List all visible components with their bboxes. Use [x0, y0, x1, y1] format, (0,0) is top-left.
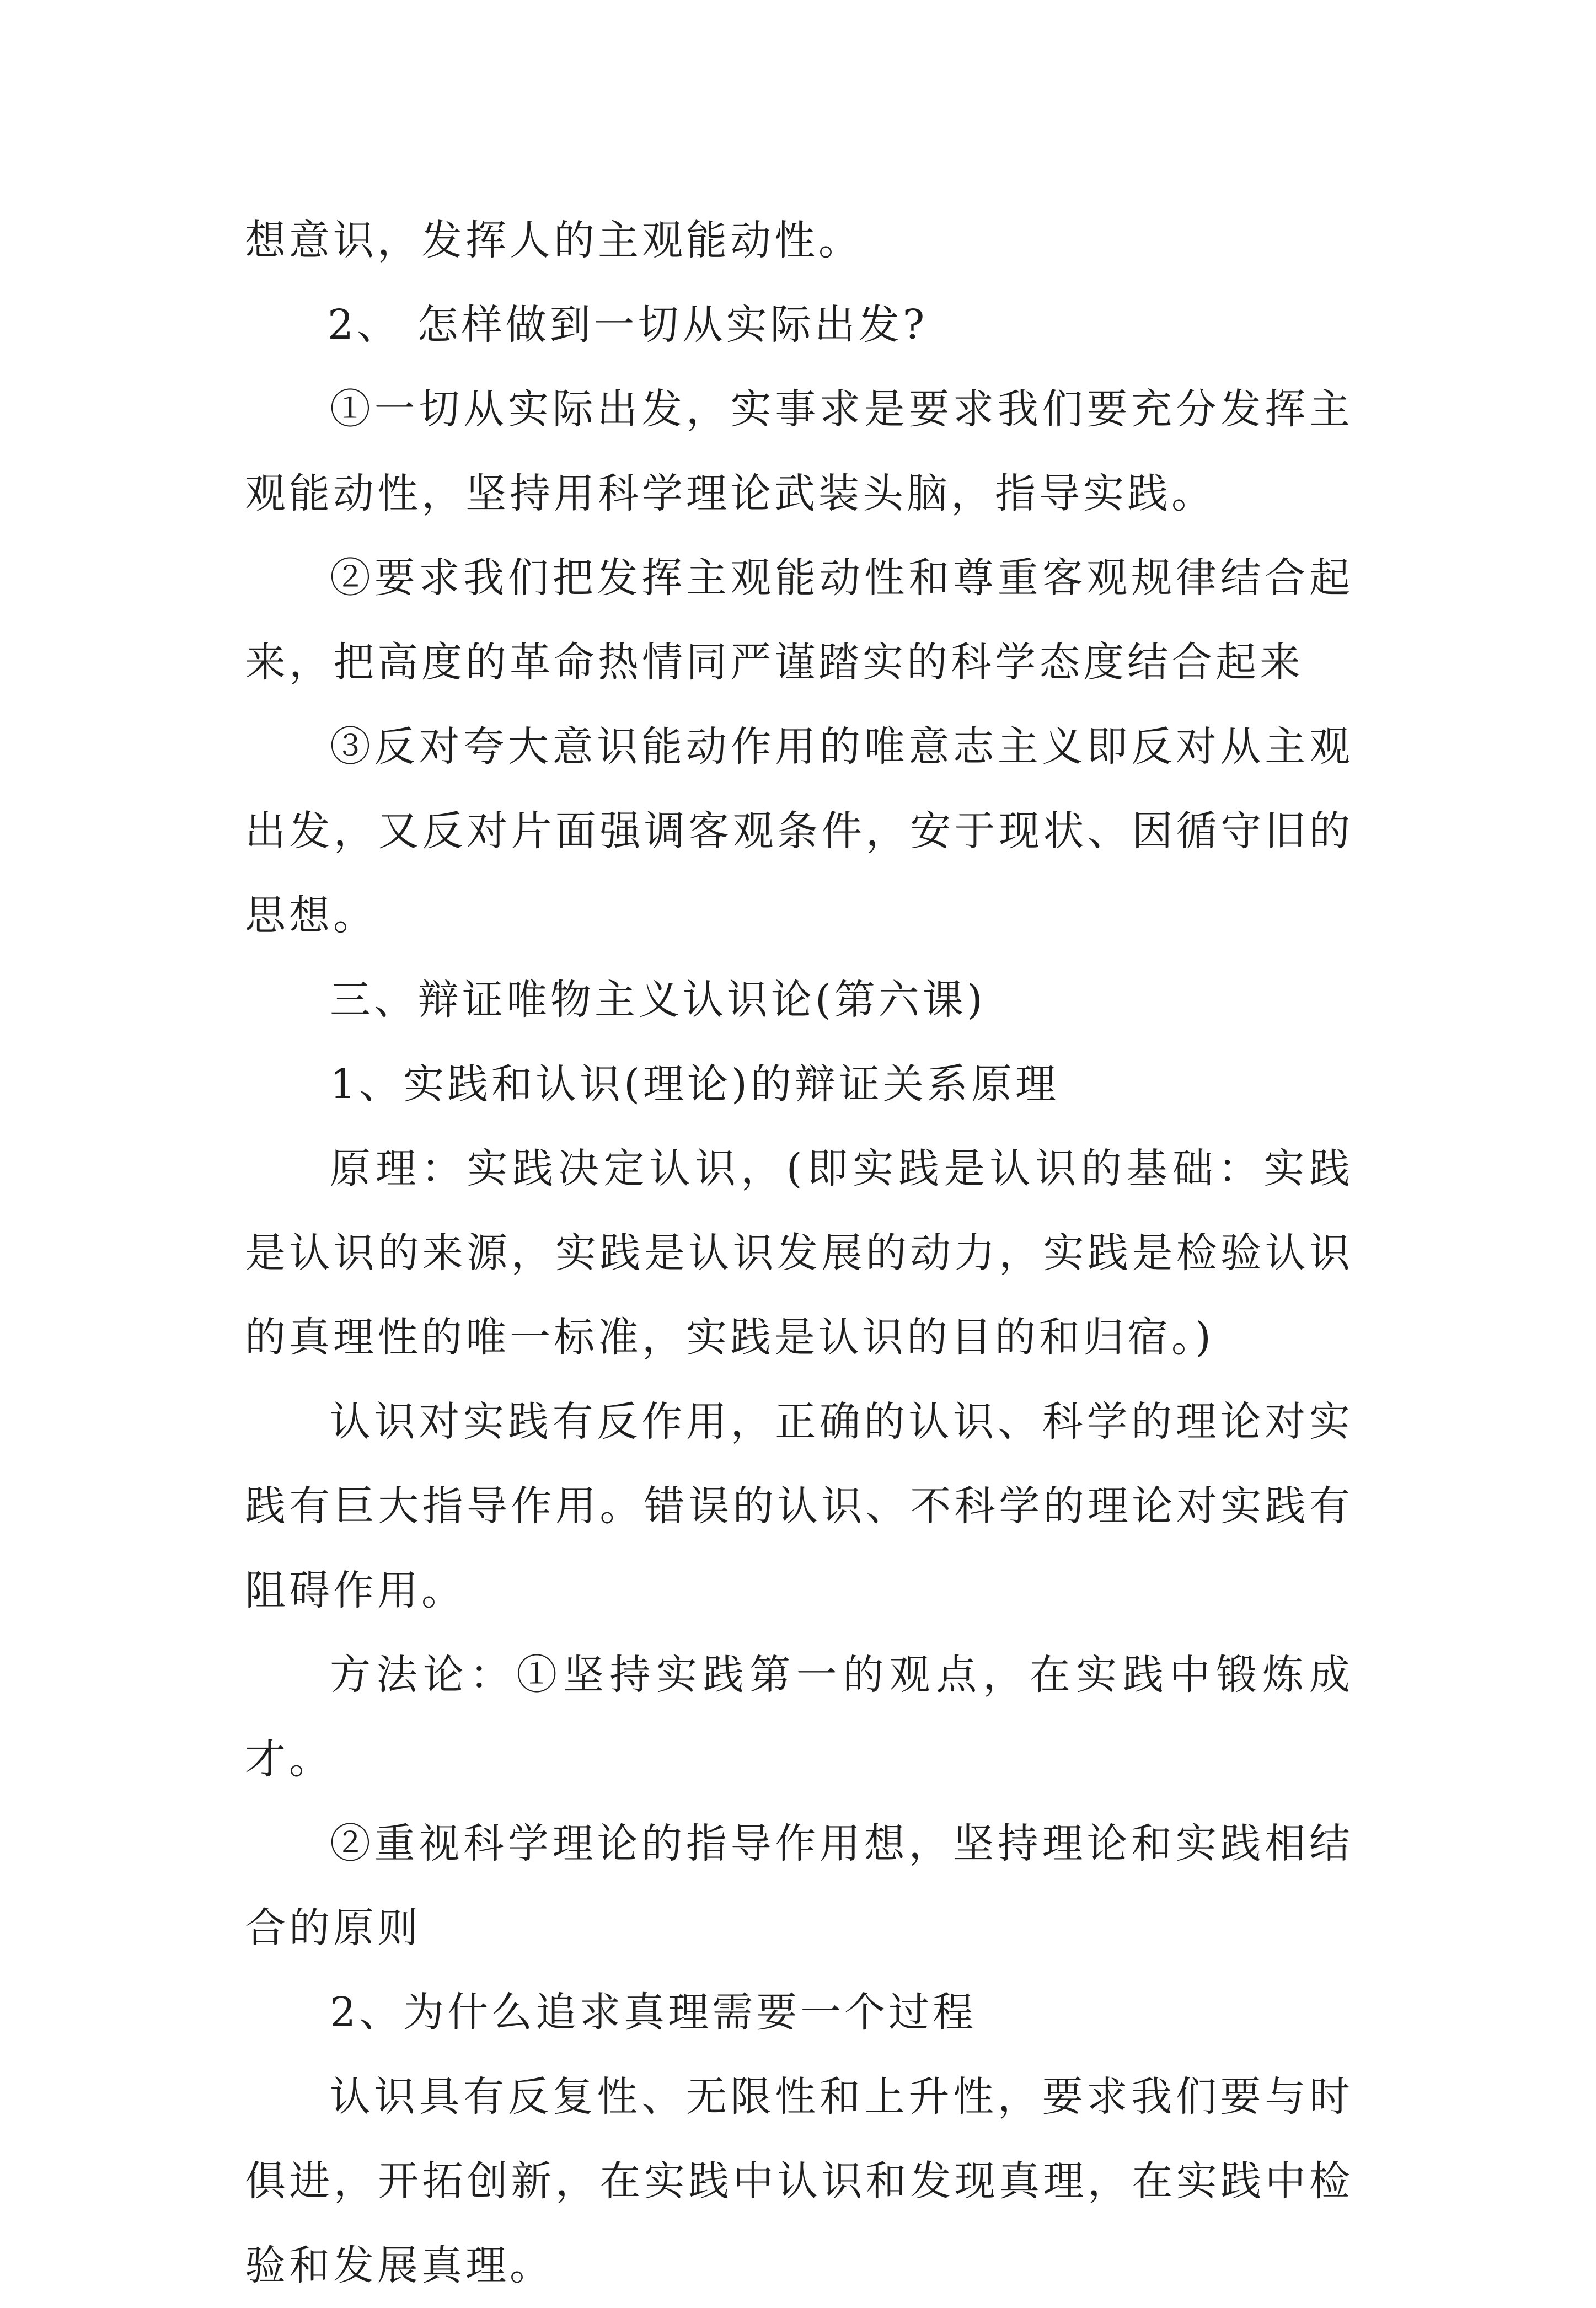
answer-point-3: ③反对夸大意识能动作用的唯意志主义即反对从主观出发，又反对片面强调客观条件，安于现状、因循守旧的思想。 — [245, 723, 1353, 939]
question-heading-2: 2、 怎样做到一切从实际出发? — [328, 301, 928, 349]
answer-point-2: ②要求我们把发挥主观能动性和尊重客观规律结合起来，把高度的革命热情同严谨踏实的科学态度结合起来 — [245, 554, 1353, 686]
document-body — [245, 199, 1353, 2308]
principle-paragraph: 原理：实践决定认识，(即实践是认识的基础：实践是认识的来源，实践是认识发展的动力，实践是检验认识的真理性的唯一标准，实践是认识的目的和归宿。) — [245, 1145, 1353, 1361]
methodology-point-2: ②重视科学理论的指导作用想，坚持理论和实践相结合的原则 — [245, 1820, 1353, 1952]
section-heading-3: 三、辩证唯物主义认识论(第六课) — [330, 976, 986, 1024]
reaction-paragraph: 认识对实践有反作用，正确的认识、科学的理论对实践有巨大指导作用。错误的认识、不科学的理论对实践有阻碍作用。 — [245, 1398, 1353, 1614]
subheading-2: 2、为什么追求真理需要一个过程 — [330, 1989, 977, 2036]
methodology-point-1: 方法论：①坚持实践第一的观点，在实践中锻炼成才。 — [245, 1651, 1353, 1783]
paragraph-continuation: 想意识，发挥人的主观能动性。 — [245, 217, 863, 264]
subheading-1: 1、实践和认识(理论)的辩证关系原理 — [330, 1061, 1059, 1108]
answer-point-1: ①一切从实际出发，实事求是要求我们要充分发挥主观能动性，坚持用科学理论武装头脑，指导实践。 — [245, 385, 1353, 517]
truth-process-paragraph: 认识具有反复性、无限性和上升性，要求我们要与时俱进，开拓创新，在实践中认识和发现真理，在实践中检验和发展真理。 — [245, 2073, 1353, 2289]
